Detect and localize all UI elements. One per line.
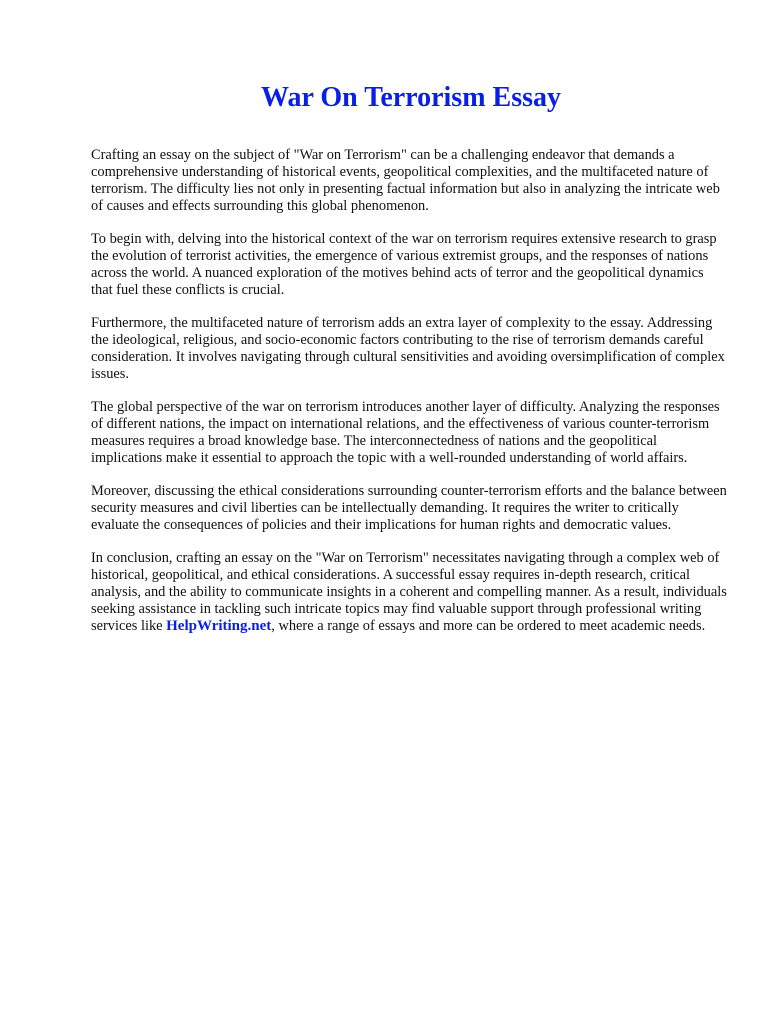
helpwriting-link[interactable]: HelpWriting.net xyxy=(166,618,272,634)
paragraph-5: Moreover, discussing the ethical considerations surrounding counter-terrorism efforts and the balance between security measures and civil liberties can be intellectually demanding. It requires the writer to critically evaluate the consequences of policies and their implications for human rights and democratic values. xyxy=(91,483,727,533)
paragraph-2: To begin with, delving into the historical context of the war on terrorism requires extensive research to grasp the evolution of terrorist activities, the emergence of various extremist groups, and the responses of nations across the world. A nuanced exploration of the motives behind acts of terror and the geopolitical dynamics that fuel these conflicts is crucial. xyxy=(91,231,717,298)
paragraph-4: The global perspective of the war on terrorism introduces another layer of difficulty. Analyzing the responses of different nations, the impact on international relations, and the effectiveness of various counter-terrorism measures requires a broad knowledge base. The interconnectedness of nations and the geopolitical implications make it essential to approach the topic with a well-rounded understanding of world affairs. xyxy=(91,399,720,466)
conclusion-text-after-link: , where a range of essays and more can be ordered to meet academic needs. xyxy=(271,618,706,634)
paragraph-3: Furthermore, the multifaceted nature of terrorism adds an extra layer of complexity to the essay. Addressing the ideological, religious, and socio-economic factors contributing to the rise of terrorism demands careful consideration. It involves navigating through cultural sensitivities and avoiding oversimplification of complex issues. xyxy=(91,315,725,382)
document-title: War On Terrorism Essay xyxy=(260,82,561,113)
conclusion-text-before-link: In conclusion, crafting an essay on the "War on Terrorism" necessitates navigating through a complex web of historical, geopolitical, and ethical considerations. A successful essay requires in-depth research, critical analysis, and the ability to communicate insights in a coherent and compelling manner. As a result, individuals seeking assistance in tackling such intricate topics may find valuable support through professional writing services like xyxy=(91,550,727,634)
conclusion-paragraph xyxy=(91,550,727,635)
document-body xyxy=(91,147,727,651)
paragraph-1: Crafting an essay on the subject of "War on Terrorism" can be a challenging endeavor that demands a comprehensive understanding of historical events, geopolitical complexities, and the multifaceted nature of terrorism. The difficulty lies not only in presenting factual information but also in analyzing the intricate web of causes and effects surrounding this global phenomenon. xyxy=(91,147,720,214)
